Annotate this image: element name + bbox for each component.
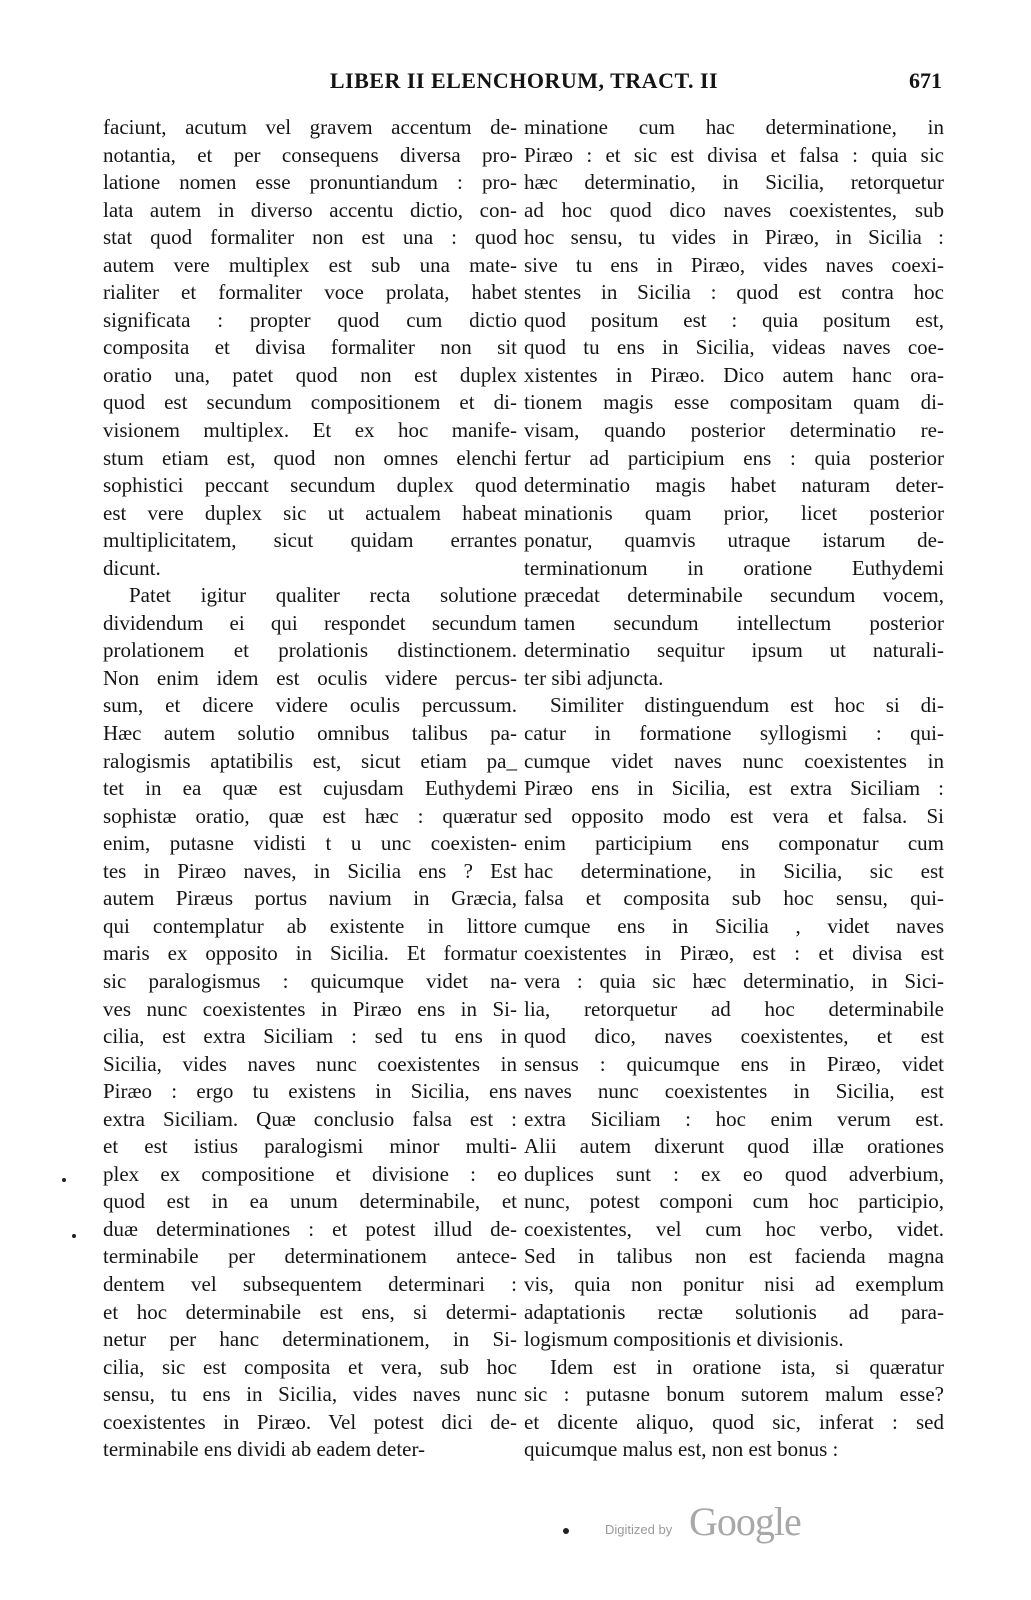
text-line: hæc determinatio, in Sicilia, retorquetur [524, 170, 944, 195]
text-line: netur per hanc determinationem, in Si- [103, 1327, 517, 1352]
running-title: LIBER II ELENCHORUM, TRACT. II [329, 68, 719, 93]
text-line: est vere duplex sic ut actualem habeat [103, 500, 517, 525]
text-line: cumque ens in Sicilia , videt naves [524, 913, 944, 938]
text-line: maris ex opposito in Sicilia. Et formatur [103, 941, 517, 966]
text-line: tet in ea quæ est cujusdam Euthydemi [103, 776, 517, 801]
text-line: minationis quam prior, licet posterior [524, 500, 944, 525]
text-line: sive tu ens in Piræo, vides naves coexi- [524, 252, 944, 277]
text-line: faciunt, acutum vel gravem accentum de- [103, 115, 517, 139]
text-line: sophistæ oratio, quæ est hæc : quæratur [103, 803, 517, 828]
text-line: cilia, sic est composita et vera, sub hoc [103, 1354, 517, 1379]
text-line: duæ determinationes : et potest illud de- [103, 1216, 517, 1241]
text-line: coexistentes in Piræo. Vel potest dici de- [103, 1409, 517, 1434]
text-line: visionem multiplex. Et ex hoc manife- [103, 418, 517, 443]
text-line: quod est secundum compositionem et di- [103, 390, 517, 415]
text-line: ves nunc coexistentes in Piræo ens in Si- [103, 996, 517, 1021]
text-line: terminationum in oratione Euthydemi [524, 555, 944, 580]
text-line: quicumque malus est, non est bonus : [524, 1437, 839, 1462]
text-line: extra Siciliam. Quæ conclusio falsa est : [103, 1106, 517, 1131]
text-line: sic : putasne bonum sutorem malum esse? [524, 1382, 944, 1407]
text-line: oratio una, patet quod non est duplex [103, 362, 517, 387]
text-line: multiplicitatem, sicut quidam errantes [103, 528, 517, 553]
text-line: duplices sunt : ex eo quod adverbium, [524, 1161, 944, 1186]
text-line: tamen secundum intellectum posterior [524, 610, 944, 635]
text-line: stentes in Sicilia : quod est contra hoc [524, 280, 944, 305]
text-line: quod dico, naves coexistentes, et est [524, 1024, 944, 1049]
margin-mark [62, 1178, 66, 1182]
text-line: rialiter et formaliter voce prolata, habet [103, 280, 517, 305]
text-line: Sed in talibus non est facienda magna [524, 1244, 944, 1269]
text-line: falsa et composita sub hoc sensu, qui- [524, 886, 944, 911]
text-line: extra Siciliam : hoc enim verum est. [524, 1106, 944, 1131]
text-line: Piræo : et sic est divisa et falsa : quia sic [524, 142, 944, 167]
text-line: quod positum est : quia positum est, [524, 307, 944, 332]
text-line: lia, retorquetur ad hoc determinabile [524, 996, 944, 1021]
text-line: vis, quia non ponitur nisi ad exemplum [524, 1271, 944, 1296]
digitization-footer [605, 1498, 845, 1546]
text-line: latione nomen esse pronuntiandum : pro- [103, 170, 517, 195]
text-line: quod est in ea unum determinabile, et [103, 1189, 517, 1214]
text-line: lata autem in diverso accentu dictio, con- [103, 197, 517, 222]
text-line: determinatio sequitur ipsum ut naturali- [524, 638, 944, 663]
text-line: fertur ad participium ens : quia posterior [524, 445, 944, 470]
text-line: hoc sensu, tu vides in Piræo, in Sicilia : [524, 225, 944, 250]
text-line: stum etiam est, quod non omnes elenchi [103, 445, 517, 470]
text-line: sic paralogismus : quicumque videt na- [103, 968, 517, 993]
footer-mark [563, 1528, 569, 1534]
text-line: nunc, potest componi cum hoc participio, [524, 1189, 944, 1214]
text-line: Similiter distinguendum est hoc si di- [550, 693, 944, 718]
text-line: sum, et dicere videre oculis percussum. [103, 693, 517, 718]
text-line: logismum compositionis et divisionis. [524, 1327, 844, 1352]
text-line: Piræo : ergo tu existens in Sicilia, ens [103, 1079, 517, 1104]
text-line: quod tu ens in Sicilia, videas naves coe- [524, 335, 944, 360]
text-line: significata : propter quod cum dictio [103, 307, 517, 332]
text-line: stat quod formaliter non est una : quod [103, 225, 517, 250]
text-line: ad hoc quod dico naves coexistentes, sub [524, 197, 944, 222]
text-line: et hoc determinabile est ens, si determi- [103, 1299, 517, 1324]
digitized-by-label: Digitized by [605, 1522, 673, 1537]
text-line: Piræo ens in Sicilia, est extra Siciliam : [524, 776, 944, 801]
text-line: hac determinatione, in Sicilia, sic est [524, 858, 944, 883]
text-line: plex ex compositione et divisione : eo [103, 1161, 517, 1186]
text-line: sensu, tu ens in Sicilia, vides naves nunc [103, 1382, 517, 1407]
text-line: præcedat determinabile secundum vocem, [524, 583, 944, 608]
text-line: composita et divisa formaliter non sit [103, 335, 517, 360]
text-line: Sicilia, vides naves nunc coexistentes in [103, 1051, 517, 1076]
text-line: et dicente aliquo, quod sic, inferat : sed [524, 1409, 944, 1434]
google-logo: Google [689, 1499, 801, 1544]
text-line: xistentes in Piræo. Dico autem hanc ora- [524, 362, 944, 387]
text-line: prolationem et prolationis distinctionem. [103, 638, 517, 663]
text-line: notantia, et per consequens diversa pro- [103, 142, 517, 167]
text-line: Patet igitur qualiter recta solutione [129, 583, 517, 608]
text-line: catur in formatione syllogismi : qui- [524, 721, 944, 746]
left-text-column [103, 114, 517, 1464]
text-line: minatione cum hac determinatione, in [524, 115, 944, 139]
text-line: et est istius paralogismi minor multi- [103, 1134, 517, 1159]
text-line: ralogismis aptatibilis est, sicut etiam pa_ [103, 748, 517, 773]
text-line: determinatio magis habet naturam deter- [524, 473, 944, 498]
margin-mark [72, 1234, 76, 1238]
text-line: coexistentes, vel cum hoc verbo, videt. [524, 1216, 944, 1241]
text-line: tes in Piræo naves, in Sicilia ens ? Est [103, 858, 517, 883]
text-line: autem vere multiplex est sub una mate- [103, 252, 517, 277]
text-line: sophistici peccant secundum duplex quod [103, 473, 517, 498]
text-line: cumque videt naves nunc coexistentes in [524, 748, 944, 773]
text-line: terminabile per determinationem antece- [103, 1244, 517, 1269]
text-line: visam, quando posterior determinatio re- [524, 418, 944, 443]
text-line: sensus : quicumque ens in Piræo, videt [524, 1051, 944, 1076]
text-line: autem Piræus portus navium in Græcia, [103, 886, 517, 911]
text-line: dividendum ei qui respondet secundum [103, 610, 517, 635]
page-number: 671 [909, 68, 942, 93]
text-line: adaptationis rectæ solutionis ad para- [524, 1299, 944, 1324]
text-line: qui contemplatur ab existente in littore [103, 913, 517, 938]
text-line: Alii autem dixerunt quod illæ orationes [524, 1134, 944, 1159]
text-line: enim, putasne vidisti t u unc coexisten- [103, 831, 517, 856]
text-line: vera : quia sic hæc determinatio, in Sici- [524, 968, 944, 993]
text-line: tionem magis esse compositam quam di- [524, 390, 944, 415]
right-text-column [524, 114, 944, 1464]
text-line: terminabile ens dividi ab eadem deter- [103, 1437, 426, 1462]
text-line: naves nunc coexistentes in Sicilia, est [524, 1079, 944, 1104]
text-line: Hæc autem solutio omnibus talibus pa- [103, 721, 517, 746]
running-header [100, 62, 948, 102]
text-line: Idem est in oratione ista, si quæratur [550, 1354, 944, 1379]
text-line: sed opposito modo est vera et falsa. Si [524, 803, 944, 828]
text-line: Non enim idem est oculis videre percus- [103, 665, 517, 690]
text-line: cilia, est extra Siciliam : sed tu ens in [103, 1024, 517, 1049]
text-line: ter sibi adjuncta. [524, 665, 664, 690]
text-line: coexistentes in Piræo, est : et divisa est [524, 941, 944, 966]
text-line: enim participium ens componatur cum [524, 831, 944, 856]
text-line: dicunt. [103, 555, 161, 580]
text-line: dentem vel subsequentem determinari : [103, 1271, 517, 1296]
text-line: ponatur, quamvis utraque istarum de- [524, 528, 944, 553]
